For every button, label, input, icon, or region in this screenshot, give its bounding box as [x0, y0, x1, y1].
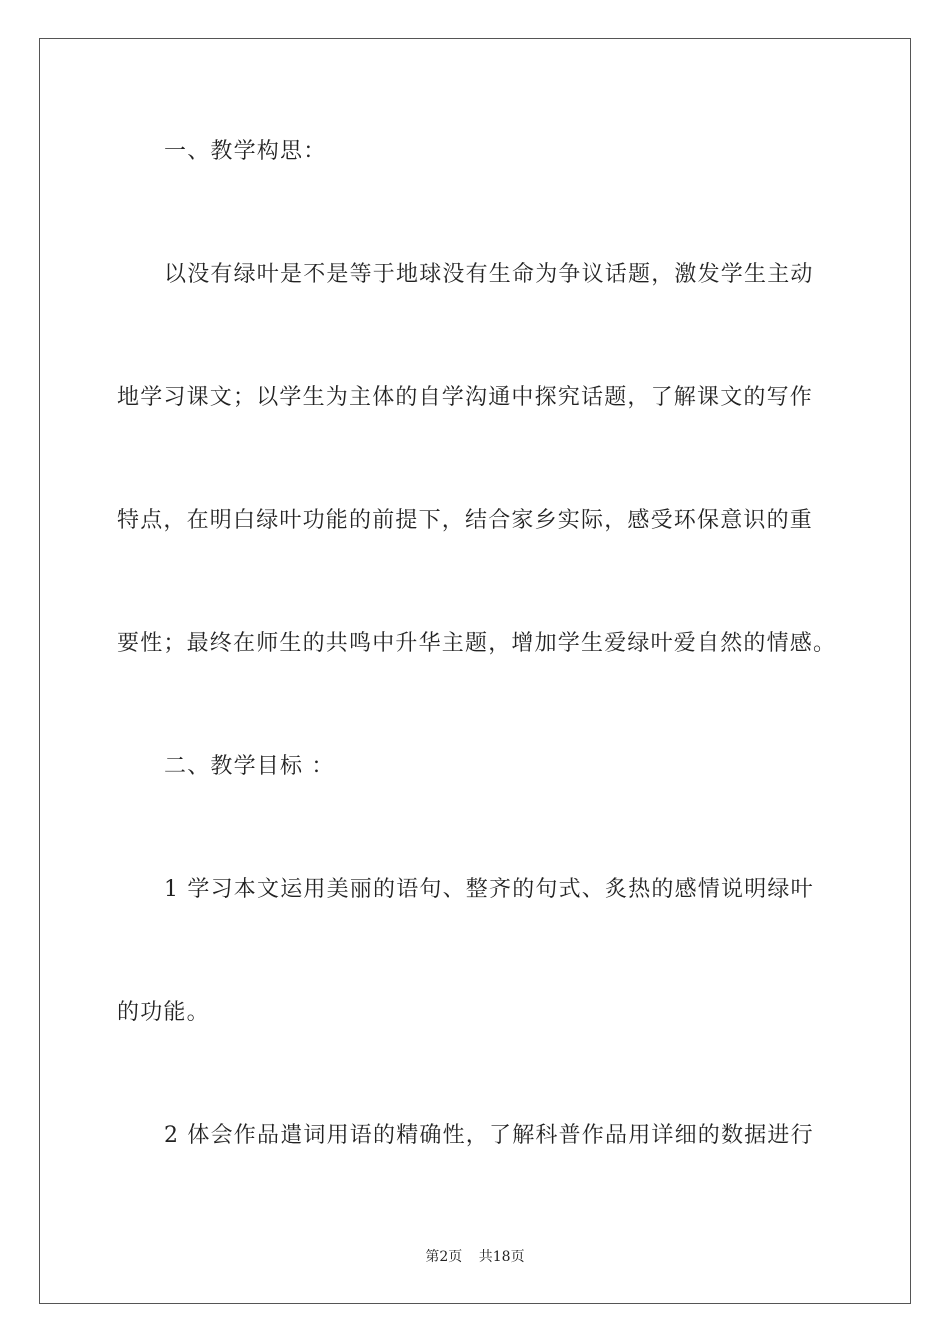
- section-heading-teaching-goals: 二、教学目标 ：: [164, 754, 335, 779]
- paragraph-line: 以没有绿叶是不是等于地球没有生命为争议话题，激发学生主动: [164, 262, 814, 287]
- goal-item-2-line: 2 体会作品遣词用语的精确性，了解科普作品用详细的数据进行: [164, 1123, 814, 1148]
- page-number-total: 共18页: [478, 1249, 525, 1265]
- page-number-current: 第2页: [425, 1249, 463, 1265]
- paragraph-line: 特点，在明白绿叶功能的前提下，结合家乡实际，感受环保意识的重: [117, 508, 814, 533]
- paragraph-line: 要性；最终在师生的共鸣中升华主题，增加学生爱绿叶爱自然的情感。: [117, 631, 837, 656]
- section-heading-teaching-concept: 一、教学构思：: [164, 139, 327, 164]
- page-border: [39, 38, 911, 1304]
- paragraph-line: 地学习课文；以学生为主体的自学沟通中探究话题，了解课文的写作: [117, 385, 814, 410]
- goal-item-1-line: 的功能。: [117, 1000, 210, 1025]
- goal-item-1-line: 1 学习本文运用美丽的语句、整齐的句式、炙热的感情说明绿叶: [164, 877, 814, 902]
- page-footer: [0, 1248, 950, 1266]
